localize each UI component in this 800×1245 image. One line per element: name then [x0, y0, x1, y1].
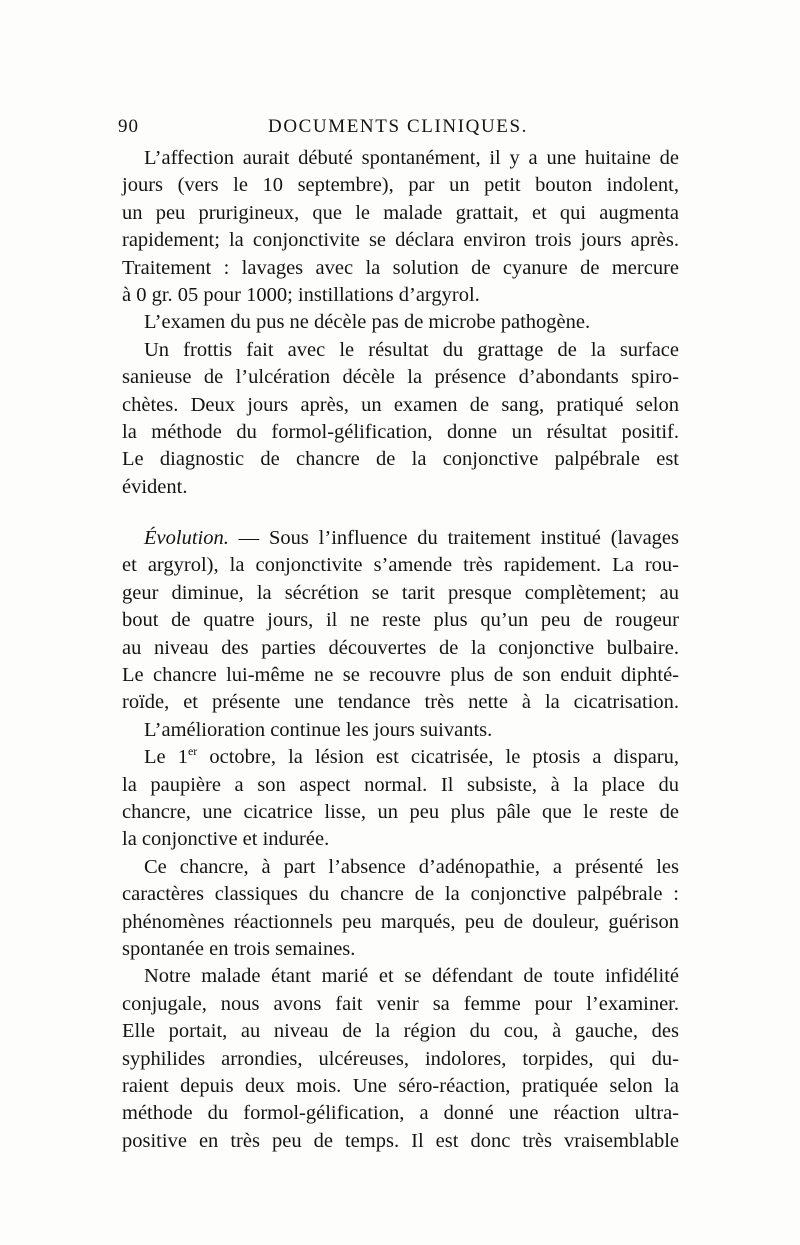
text-line: syphilides arrondies, ulcéreuses, indolores, torpides, qui du- — [122, 1047, 679, 1070]
text-line: Ce chancre, à part l’absence d’adénopathie, a présenté les — [144, 855, 679, 878]
text-line: la conjonctive et indurée. — [122, 828, 330, 851]
date-prefix: Le 1 — [144, 746, 188, 769]
text-line: à 0 gr. 05 pour 1000; instillations d’argyrol. — [122, 283, 480, 306]
text-line: positive en très peu de temps. Il est donc très vraisemblable — [122, 1129, 679, 1152]
text-line: Elle portait, au niveau de la région du cou, à gauche, des — [122, 1020, 679, 1043]
text-line: spontanée en trois semaines. — [122, 937, 356, 960]
text-line: évident. — [122, 475, 188, 498]
text-line-content: octobre, la lésion est cicatrisée, le ptosis a disparu, — [209, 746, 679, 769]
text-line: conjugale, nous avons fait venir sa femme pour l’examiner. — [122, 992, 679, 1015]
body-text — [122, 145, 679, 1155]
text-line: un peu prurigineux, que le malade grattait, et qui augmenta — [122, 201, 679, 224]
text-line: sanieuse de l’ulcération décèle la présence d’abondants spiro- — [122, 366, 679, 389]
text-line: au niveau des parties découvertes de la conjonctive bulbaire. — [122, 636, 679, 659]
text-line: geur diminue, la sécrétion se tarit presque complètement; au — [122, 581, 679, 604]
text-line: et argyrol), la conjonctivite s’amende très rapidement. La rou- — [122, 554, 679, 577]
text-line — [122, 744, 679, 771]
paragraph-gap — [122, 501, 679, 525]
text-line: Un frottis fait avec le résultat du grattage de la surface — [144, 338, 679, 361]
text-line: L’affection aurait débuté spontanément, il y a une huitaine de — [144, 147, 679, 169]
text-line: chancre, une cicatrice lisse, un peu plus pâle que le reste de — [122, 800, 679, 823]
text-line: chètes. Deux jours après, un examen de sang, pratiqué selon — [122, 393, 679, 416]
evolution-heading: Évolution. — [144, 527, 229, 550]
running-title: DOCUMENTS CLINIQUES. — [268, 116, 528, 137]
text-line: Le diagnostic de chancre de la conjonctive palpébrale est — [122, 448, 679, 471]
text-line: la méthode du formol-gélification, donne un résultat positif. — [122, 420, 679, 443]
running-head — [118, 116, 678, 142]
text-line: rapidement; la conjonctivite se déclara environ trois jours après. — [122, 229, 679, 252]
text-line: Traitement : lavages avec la solution de cyanure de mercure — [122, 256, 679, 279]
text-line: la paupière a son aspect normal. Il subsiste, à la place du — [122, 773, 679, 796]
text-line — [122, 525, 679, 552]
text-line: L’amélioration continue les jours suivants. — [144, 718, 493, 741]
text-line: raient depuis deux mois. Une séro-réaction, pratiquée selon la — [122, 1074, 679, 1097]
text-line: bout de quatre jours, il ne reste plus qu’un peu de rougeur — [122, 609, 679, 632]
text-line: L’examen du pus ne décèle pas de microbe pathogène. — [144, 311, 591, 334]
text-line-content: — Sous l’influence du traitement institué (lavages — [238, 527, 679, 550]
text-line: caractères classiques du chancre de la conjonctive palpébrale : — [122, 883, 679, 906]
superscript-er: er — [187, 744, 198, 759]
text-line: Notre malade étant marié et se défendant de toute infidélité — [144, 965, 679, 988]
text-line: jours (vers le 10 septembre), par un petit bouton indolent, — [122, 174, 679, 197]
page-number: 90 — [118, 116, 139, 137]
text-line: roïde, et présente une tendance très nette à la cicatrisation. — [122, 691, 679, 714]
text-line: phénomènes réactionnels peu marqués, peu de douleur, guérison — [122, 910, 679, 933]
text-line: Le chancre lui-même ne se recouvre plus de son enduit diphté- — [122, 664, 679, 687]
text-line: méthode du formol-gélification, a donné une réaction ultra- — [122, 1102, 679, 1125]
